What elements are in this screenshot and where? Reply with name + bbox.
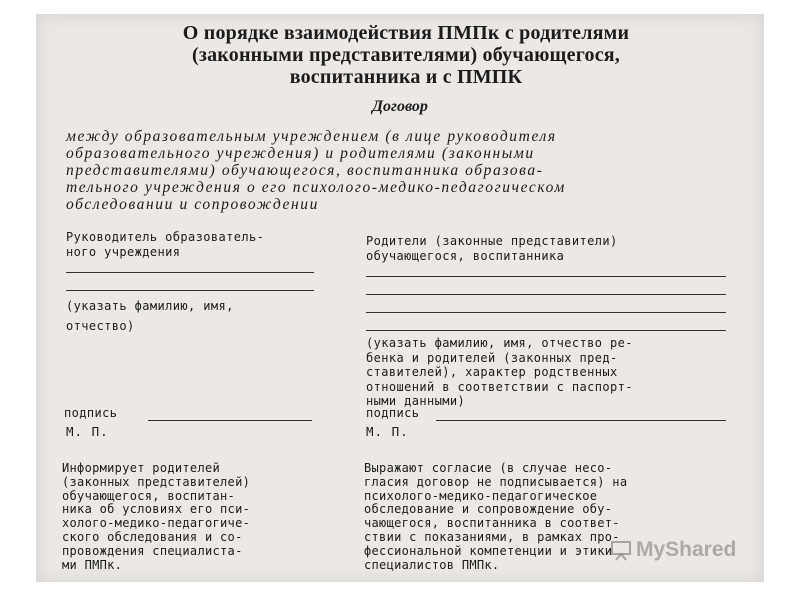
right-heading-line: Родители (законные представители) <box>366 234 618 248</box>
left-note-line: отчество) <box>66 319 135 333</box>
left-heading <box>66 230 264 259</box>
left-note-line: (указать фамилию, имя, <box>66 299 234 313</box>
presentation-icon <box>610 539 632 561</box>
intro-line: тельного учреждения о его психолого-медико-педагогическом <box>66 179 566 196</box>
right-signature-label: подпись <box>366 406 420 420</box>
document-title <box>76 22 736 88</box>
right-signature-line <box>436 420 726 421</box>
right-info-line: чающегося, воспитанника в соответ- <box>364 516 620 531</box>
right-heading-line: обучающегося, воспитанника <box>366 248 565 263</box>
right-info-line: обследование и сопровождение обу- <box>364 502 613 517</box>
left-heading-line: ного учреждения <box>66 244 181 259</box>
right-blank-line <box>366 330 726 331</box>
watermark-text: MyShared <box>636 538 737 561</box>
left-blank-line <box>66 290 314 291</box>
intro-paragraph <box>66 128 756 213</box>
right-note-line: ными данными) <box>366 394 466 408</box>
left-blank-line <box>66 272 314 273</box>
right-info-line: фессиональной компетенции и этики <box>364 543 613 558</box>
right-info <box>364 462 627 572</box>
left-info-line: ника об условиях его пси- <box>62 502 251 517</box>
right-info-line: специалистов ПМПк. <box>364 557 500 572</box>
right-note-line: отношений в соответствии с паспорт- <box>366 379 633 394</box>
left-info-line: ского обследования и со- <box>62 529 243 544</box>
left-signature-label: подпись <box>64 406 118 420</box>
left-note <box>66 296 234 336</box>
right-info-line: гласия договор не подписывается) на <box>364 474 628 489</box>
right-note-line: ставителей), характер родственных <box>366 365 618 379</box>
right-note <box>366 336 633 409</box>
intro-line: между образовательным учреждением (в лице руководителя <box>66 128 557 145</box>
left-info-line: Информирует родителей <box>62 461 221 475</box>
document-subtitle: Договор <box>372 98 428 115</box>
left-info-line: (законных представителей) <box>62 474 251 489</box>
right-blank-line <box>366 294 726 295</box>
right-info-line: Выражают согласие (в случае несо- <box>364 461 613 475</box>
title-line: О порядке взаимодействия ПМПк с родителями <box>182 22 630 44</box>
left-heading-line: Руководитель образователь- <box>66 230 265 244</box>
left-info-line: провождения специалиста- <box>62 543 243 558</box>
document-page <box>36 14 764 582</box>
left-info-line: ми ПМПк. <box>62 557 123 572</box>
watermark <box>610 538 736 562</box>
left-signature-line <box>148 420 312 421</box>
left-info-line: обучающегося, воспитан- <box>62 488 236 503</box>
right-blank-line <box>366 312 726 313</box>
right-blank-line <box>366 276 726 277</box>
intro-line: обследовании и сопровождении <box>66 196 320 213</box>
right-stamp: М. П. <box>366 424 409 439</box>
left-stamp: М. П. <box>66 424 109 439</box>
left-info <box>62 462 250 572</box>
intro-line: образовательного учреждения) и родителями (законными <box>66 145 535 162</box>
right-info-line: психолого-медико-педагогическое <box>364 488 598 503</box>
right-note-line: бенка и родителей (законных пред- <box>366 350 618 365</box>
left-info-line: холого-медико-педагогиче- <box>62 516 251 531</box>
right-heading <box>366 234 618 263</box>
right-note-line: (указать фамилию, имя, отчество ре- <box>366 336 633 350</box>
intro-line: представителями) обучающегося, воспитанника образова- <box>66 162 544 179</box>
title-line: воспитанника и с ПМПК <box>289 66 523 88</box>
title-line: (законными представителями) обучающегося, <box>191 44 620 66</box>
right-info-line: ствии с показаниями, в рамках про- <box>364 529 620 544</box>
